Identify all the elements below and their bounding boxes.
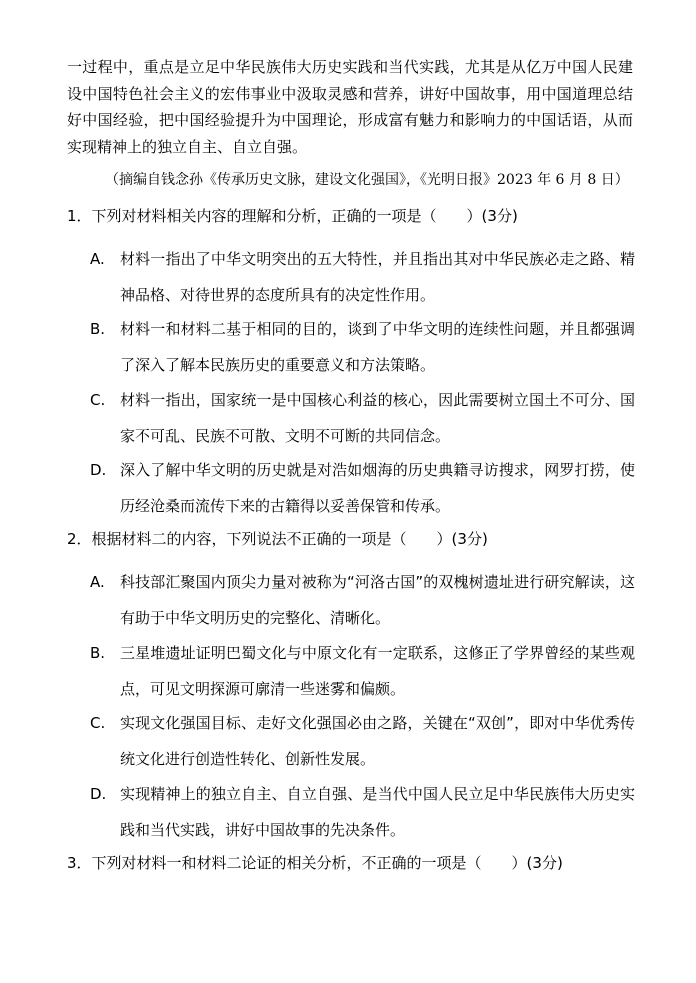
question-1-option-c — [90, 383, 635, 454]
question-2-option-b — [90, 636, 635, 707]
option-label: A. — [90, 250, 105, 268]
option-label: B. — [90, 644, 106, 662]
option-text: 材料一指出了中华文明突出的五大特性，并且指出其对中华民族必走之路、精神品格、对待世界的态度所具有的决定性作用。 — [120, 250, 635, 304]
option-label: C. — [90, 714, 106, 732]
option-text: 材料一指出，国家统一是中国核心利益的核心，因此需要树立国土不可分、国家不可乱、民族不可散、文明不可断的共同信念。 — [120, 391, 635, 445]
passage-paragraph: 一过程中，重点是立足中华民族伟大历史实践和当代实践，尤其是从亿万中国人民建设中国特色社会主义的宏伟事业中汲取灵感和营养，讲好中国故事，用中国道理总结好中国经验，把中国经验提升为中国理论，形成富有魅力和影响力的中国话语，从而实现精神上的独立自主、自立自强。 — [67, 58, 633, 156]
question-1-option-d — [90, 453, 635, 524]
question-1-option-a — [90, 242, 635, 313]
option-text: 深入了解中华文明的历史就是对浩如烟海的历史典籍寻访搜求，网罗打捞，使历经沧桑而流传下来的古籍得以妥善保管和传承。 — [120, 461, 635, 515]
question-3-stem: 3．下列对材料一和材料二论证的相关分析，不正确的一项是（ ）(3分) — [67, 854, 563, 872]
option-text: 科技部汇聚国内顶尖力量对被称为“河洛古国”的双槐树遗址进行研究解读，这有助于中华文明历史的完整化、清晰化。 — [120, 573, 635, 627]
option-text: 实现文化强国目标、走好文化强国必由之路，关键在“双创”，即对中华优秀传统文化进行创造性转化、创新性发展。 — [120, 714, 635, 768]
option-label: C. — [90, 391, 106, 409]
question-1-option-b — [90, 312, 635, 383]
option-text: 实现精神上的独立自主、自立自强、是当代中国人民立足中华民族伟大历史实践和当代实践，讲好中国故事的先决条件。 — [120, 785, 635, 839]
question-2-option-d — [90, 777, 635, 848]
option-text: 三星堆遗址证明巴蜀文化与中原文化有一定联系，这修正了学界曾经的某些观点，可见文明探源可廓清一些迷雾和偏颇。 — [120, 644, 635, 698]
question-1-stem: 1．下列对材料相关内容的理解和分析，正确的一项是（ ）(3分) — [67, 207, 518, 225]
option-text: 材料一和材料二基于相同的目的，谈到了中华文明的连续性问题，并且都强调了深入了解本民族历史的重要意义和方法策略。 — [120, 320, 635, 374]
question-2-stem: 2．根据材料二的内容，下列说法不正确的一项是（ ）(3分) — [67, 530, 488, 548]
option-label: B. — [90, 320, 106, 338]
option-label: A. — [90, 573, 105, 591]
option-label: D. — [90, 785, 107, 803]
question-2-option-a — [90, 565, 635, 636]
question-2-option-c — [90, 706, 635, 777]
passage-source: （摘编自钱念孙《传承历史文脉，建设文化强国》，《光明日报》2023 年 6 月 8 日） — [105, 172, 629, 188]
option-label: D. — [90, 461, 107, 479]
